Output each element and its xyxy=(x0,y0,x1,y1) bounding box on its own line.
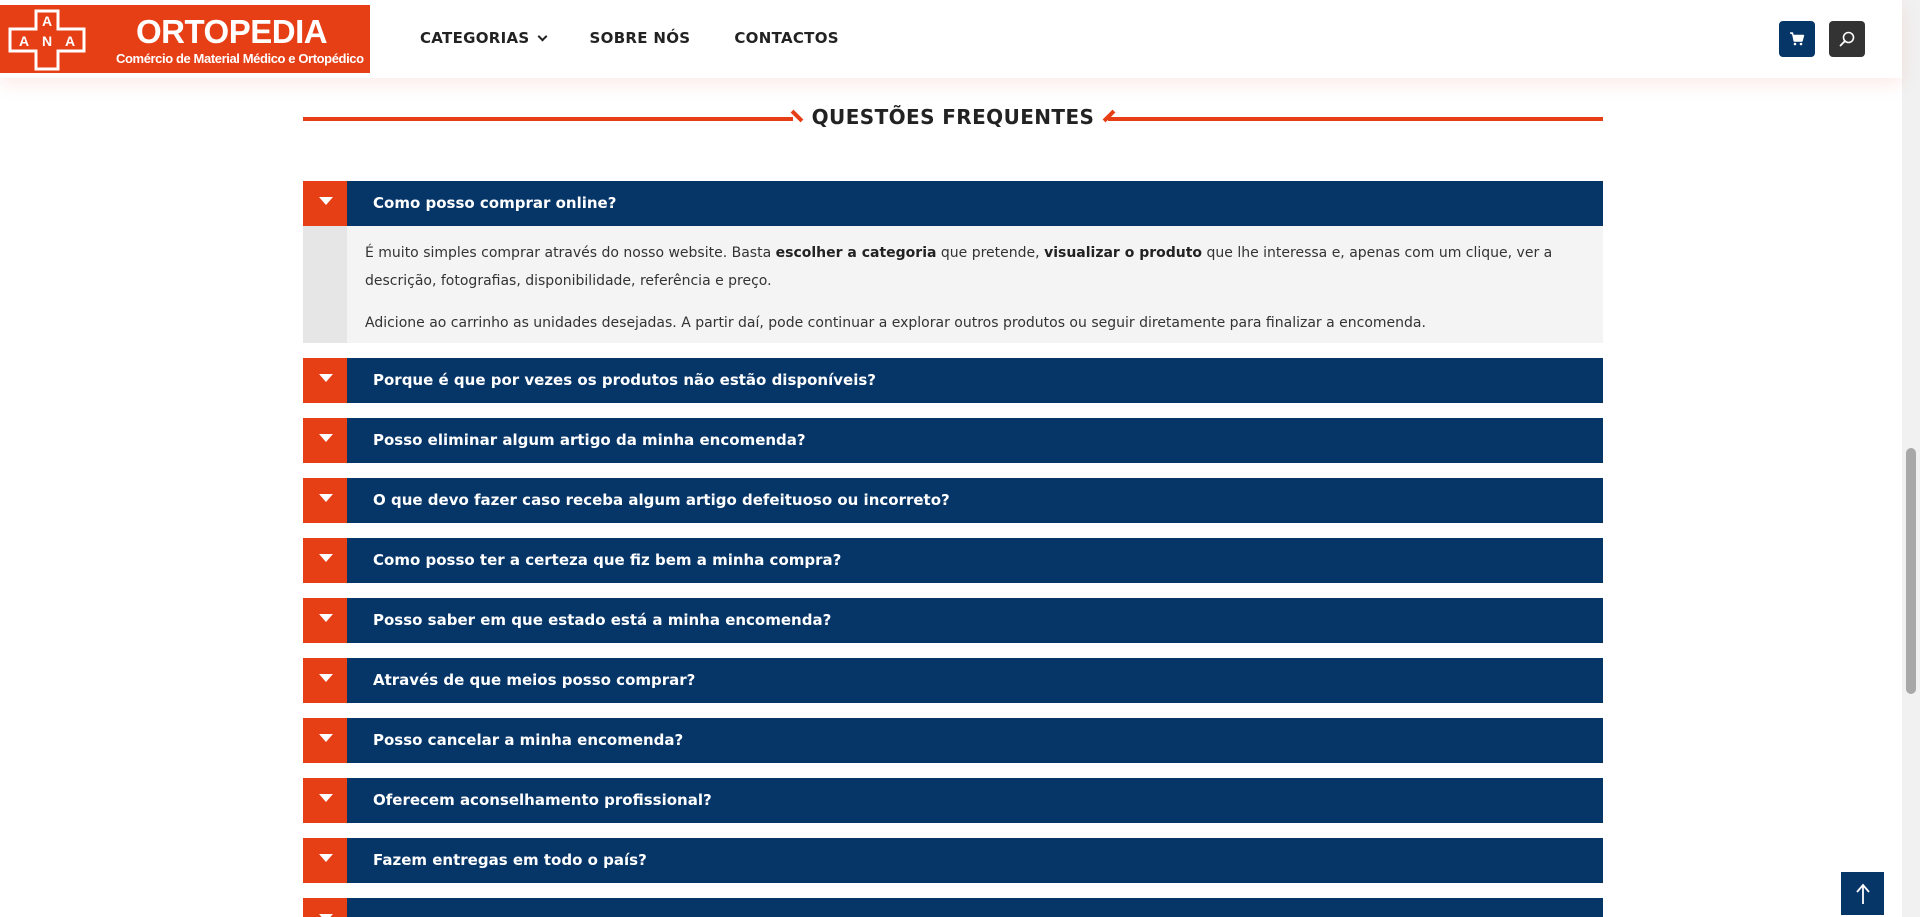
faq-toggle[interactable] xyxy=(303,358,347,403)
caret-down-icon xyxy=(319,434,333,442)
faq-toggle[interactable] xyxy=(303,181,347,226)
faq-question: Fazem entregas em todo o país? xyxy=(373,851,647,869)
faq-toggle[interactable] xyxy=(303,718,347,763)
title-divider-right xyxy=(1108,117,1603,121)
section-title: QUESTÕES FREQUENTES xyxy=(811,105,1095,129)
cart-button[interactable] xyxy=(1779,21,1815,57)
faq-question-header[interactable] xyxy=(303,838,1603,883)
faq-answer xyxy=(303,226,1603,343)
faq-toggle[interactable] xyxy=(303,898,347,917)
faq-question: Posso cancelar a minha encomenda? xyxy=(373,731,684,749)
faq-question-header[interactable] xyxy=(303,598,1603,643)
nav-item-contactos[interactable] xyxy=(734,29,839,47)
faq-item xyxy=(303,718,1603,763)
faq-question: Posso eliminar algum artigo da minha encomenda? xyxy=(373,431,806,449)
caret-down-icon xyxy=(319,614,333,622)
faq-answer-gutter xyxy=(303,226,347,343)
caret-down-icon xyxy=(319,854,333,862)
back-to-top-button[interactable] xyxy=(1841,872,1884,915)
faq-toggle[interactable] xyxy=(303,838,347,883)
faq-question: Através de que meios posso comprar? xyxy=(373,671,696,689)
faq-toggle[interactable] xyxy=(303,418,347,463)
chevron-down-icon xyxy=(537,31,547,41)
faq-question: O que devo fazer caso receba algum artigo defeituoso ou incorreto? xyxy=(373,491,950,509)
logo[interactable] xyxy=(0,5,370,73)
main-nav xyxy=(420,29,883,47)
nav-label: SOBRE NÓS xyxy=(589,29,691,47)
logo-letter: A xyxy=(64,33,76,49)
page-scrollbar[interactable] xyxy=(1902,0,1920,917)
faq-item xyxy=(303,358,1603,403)
faq-question-header[interactable] xyxy=(303,718,1603,763)
scrollbar-thumb[interactable] xyxy=(1906,448,1916,694)
faq-answer-paragraph: Adicione ao carrinho as unidades desejadas. A partir daí, pode continuar a explorar outros produtos ou seguir diretamente para finalizar a encomenda. xyxy=(365,315,1426,331)
faq-toggle[interactable] xyxy=(303,538,347,583)
faq-question-header[interactable] xyxy=(303,418,1603,463)
faq-item xyxy=(303,538,1603,583)
logo-subtitle: Comércio de Material Médico e Ortopédico xyxy=(116,51,364,66)
logo-letter: N xyxy=(41,33,53,49)
faq-toggle[interactable] xyxy=(303,598,347,643)
cart-icon xyxy=(1789,31,1805,47)
faq-item xyxy=(303,478,1603,523)
caret-down-icon xyxy=(319,554,333,562)
faq-question: Como posso ter a certeza que fiz bem a minha compra? xyxy=(373,551,842,569)
caret-down-icon xyxy=(319,374,333,382)
faq-answer-text xyxy=(347,226,1603,343)
faq-question-header[interactable] xyxy=(303,478,1603,523)
faq-question: Oferecem aconselhamento profissional? xyxy=(373,791,712,809)
faq-item-expanded xyxy=(303,181,1603,343)
faq-item-partial xyxy=(303,898,1603,917)
caret-down-icon xyxy=(319,734,333,742)
faq-item xyxy=(303,778,1603,823)
faq-question-header[interactable] xyxy=(303,181,1603,226)
faq-answer-paragraph: É muito simples comprar através do nosso website. Basta escolher a categoria que pretende, visualizar o produto que lhe interessa e, apenas com um clique, ver a descrição, fotografias, disponibilidade, referência e preço. xyxy=(365,245,1553,289)
nav-label: CATEGORIAS xyxy=(420,29,530,47)
faq-item xyxy=(303,598,1603,643)
faq-question-header[interactable] xyxy=(303,658,1603,703)
arrow-up-icon xyxy=(1855,883,1871,905)
caret-down-icon xyxy=(319,794,333,802)
faq-item xyxy=(303,838,1603,883)
faq-item xyxy=(303,658,1603,703)
faq-toggle[interactable] xyxy=(303,658,347,703)
caret-down-icon xyxy=(319,197,333,205)
faq-toggle[interactable] xyxy=(303,778,347,823)
faq-question-header[interactable] xyxy=(303,538,1603,583)
faq-question: Como posso comprar online? xyxy=(373,194,617,212)
caret-down-icon xyxy=(319,674,333,682)
section-title-block xyxy=(303,104,1603,132)
nav-label: CONTACTOS xyxy=(734,29,839,47)
nav-item-categorias[interactable] xyxy=(420,29,546,47)
search-icon xyxy=(1838,30,1856,48)
faq-question: Porque é que por vezes os produtos não estão disponíveis? xyxy=(373,371,876,389)
logo-letter: A xyxy=(18,33,30,49)
faq-question: Posso saber em que estado está a minha encomenda? xyxy=(373,611,832,629)
faq-question-header[interactable] xyxy=(303,778,1603,823)
search-button[interactable] xyxy=(1829,21,1865,57)
site-header xyxy=(0,0,1902,78)
faq-question-header[interactable] xyxy=(303,898,1603,917)
logo-cross-icon xyxy=(8,9,86,71)
caret-down-icon xyxy=(319,494,333,502)
logo-letter: A xyxy=(41,13,53,29)
faq-accordion xyxy=(303,181,1603,917)
faq-toggle[interactable] xyxy=(303,478,347,523)
faq-question-header[interactable] xyxy=(303,358,1603,403)
logo-title: ORTOPEDIA xyxy=(136,13,328,50)
faq-item xyxy=(303,418,1603,463)
nav-item-sobre-nos[interactable] xyxy=(590,29,691,47)
